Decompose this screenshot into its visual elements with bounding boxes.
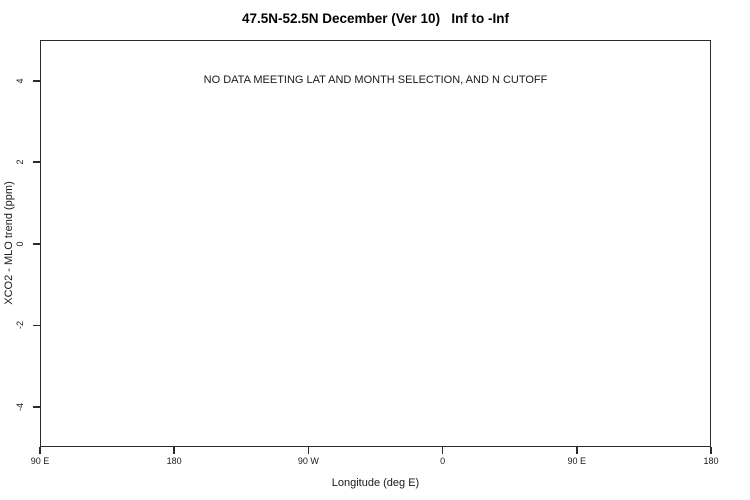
y-tick-mark (33, 80, 40, 82)
y-tick-mark (33, 325, 40, 327)
y-tick-mark (33, 161, 40, 163)
plot-area (40, 40, 711, 447)
x-tick-label: 90 E (567, 456, 587, 466)
no-data-message: NO DATA MEETING LAT AND MONTH SELECTION, AND N CUTOFF (203, 74, 548, 86)
y-tick-label: -2 (15, 321, 25, 330)
y-tick-mark (33, 406, 40, 408)
x-tick-mark (173, 447, 175, 454)
y-axis-label: XCO2 - MLO trend (ppm) (3, 181, 15, 305)
y-tick-mark (33, 243, 40, 245)
y-tick-label: 2 (15, 159, 25, 165)
x-tick-label: 180 (166, 456, 182, 466)
x-tick-mark (308, 447, 310, 454)
x-tick-mark (442, 447, 444, 454)
y-tick-label: -4 (15, 402, 25, 411)
chart-title: 47.5N-52.5N December (Ver 10) Inf to -Inf (241, 11, 510, 26)
x-axis-label: Longitude (deg E) (331, 477, 420, 489)
y-tick-label: 4 (15, 78, 25, 84)
x-tick-mark (576, 447, 578, 454)
x-tick-mark (39, 447, 41, 454)
x-tick-label: 90 E (30, 456, 50, 466)
x-tick-label: 180 (703, 456, 719, 466)
x-tick-mark (710, 447, 712, 454)
x-tick-label: 90 W (297, 456, 319, 466)
x-tick-label: 0 (440, 456, 446, 466)
y-tick-label: 0 (15, 241, 25, 247)
